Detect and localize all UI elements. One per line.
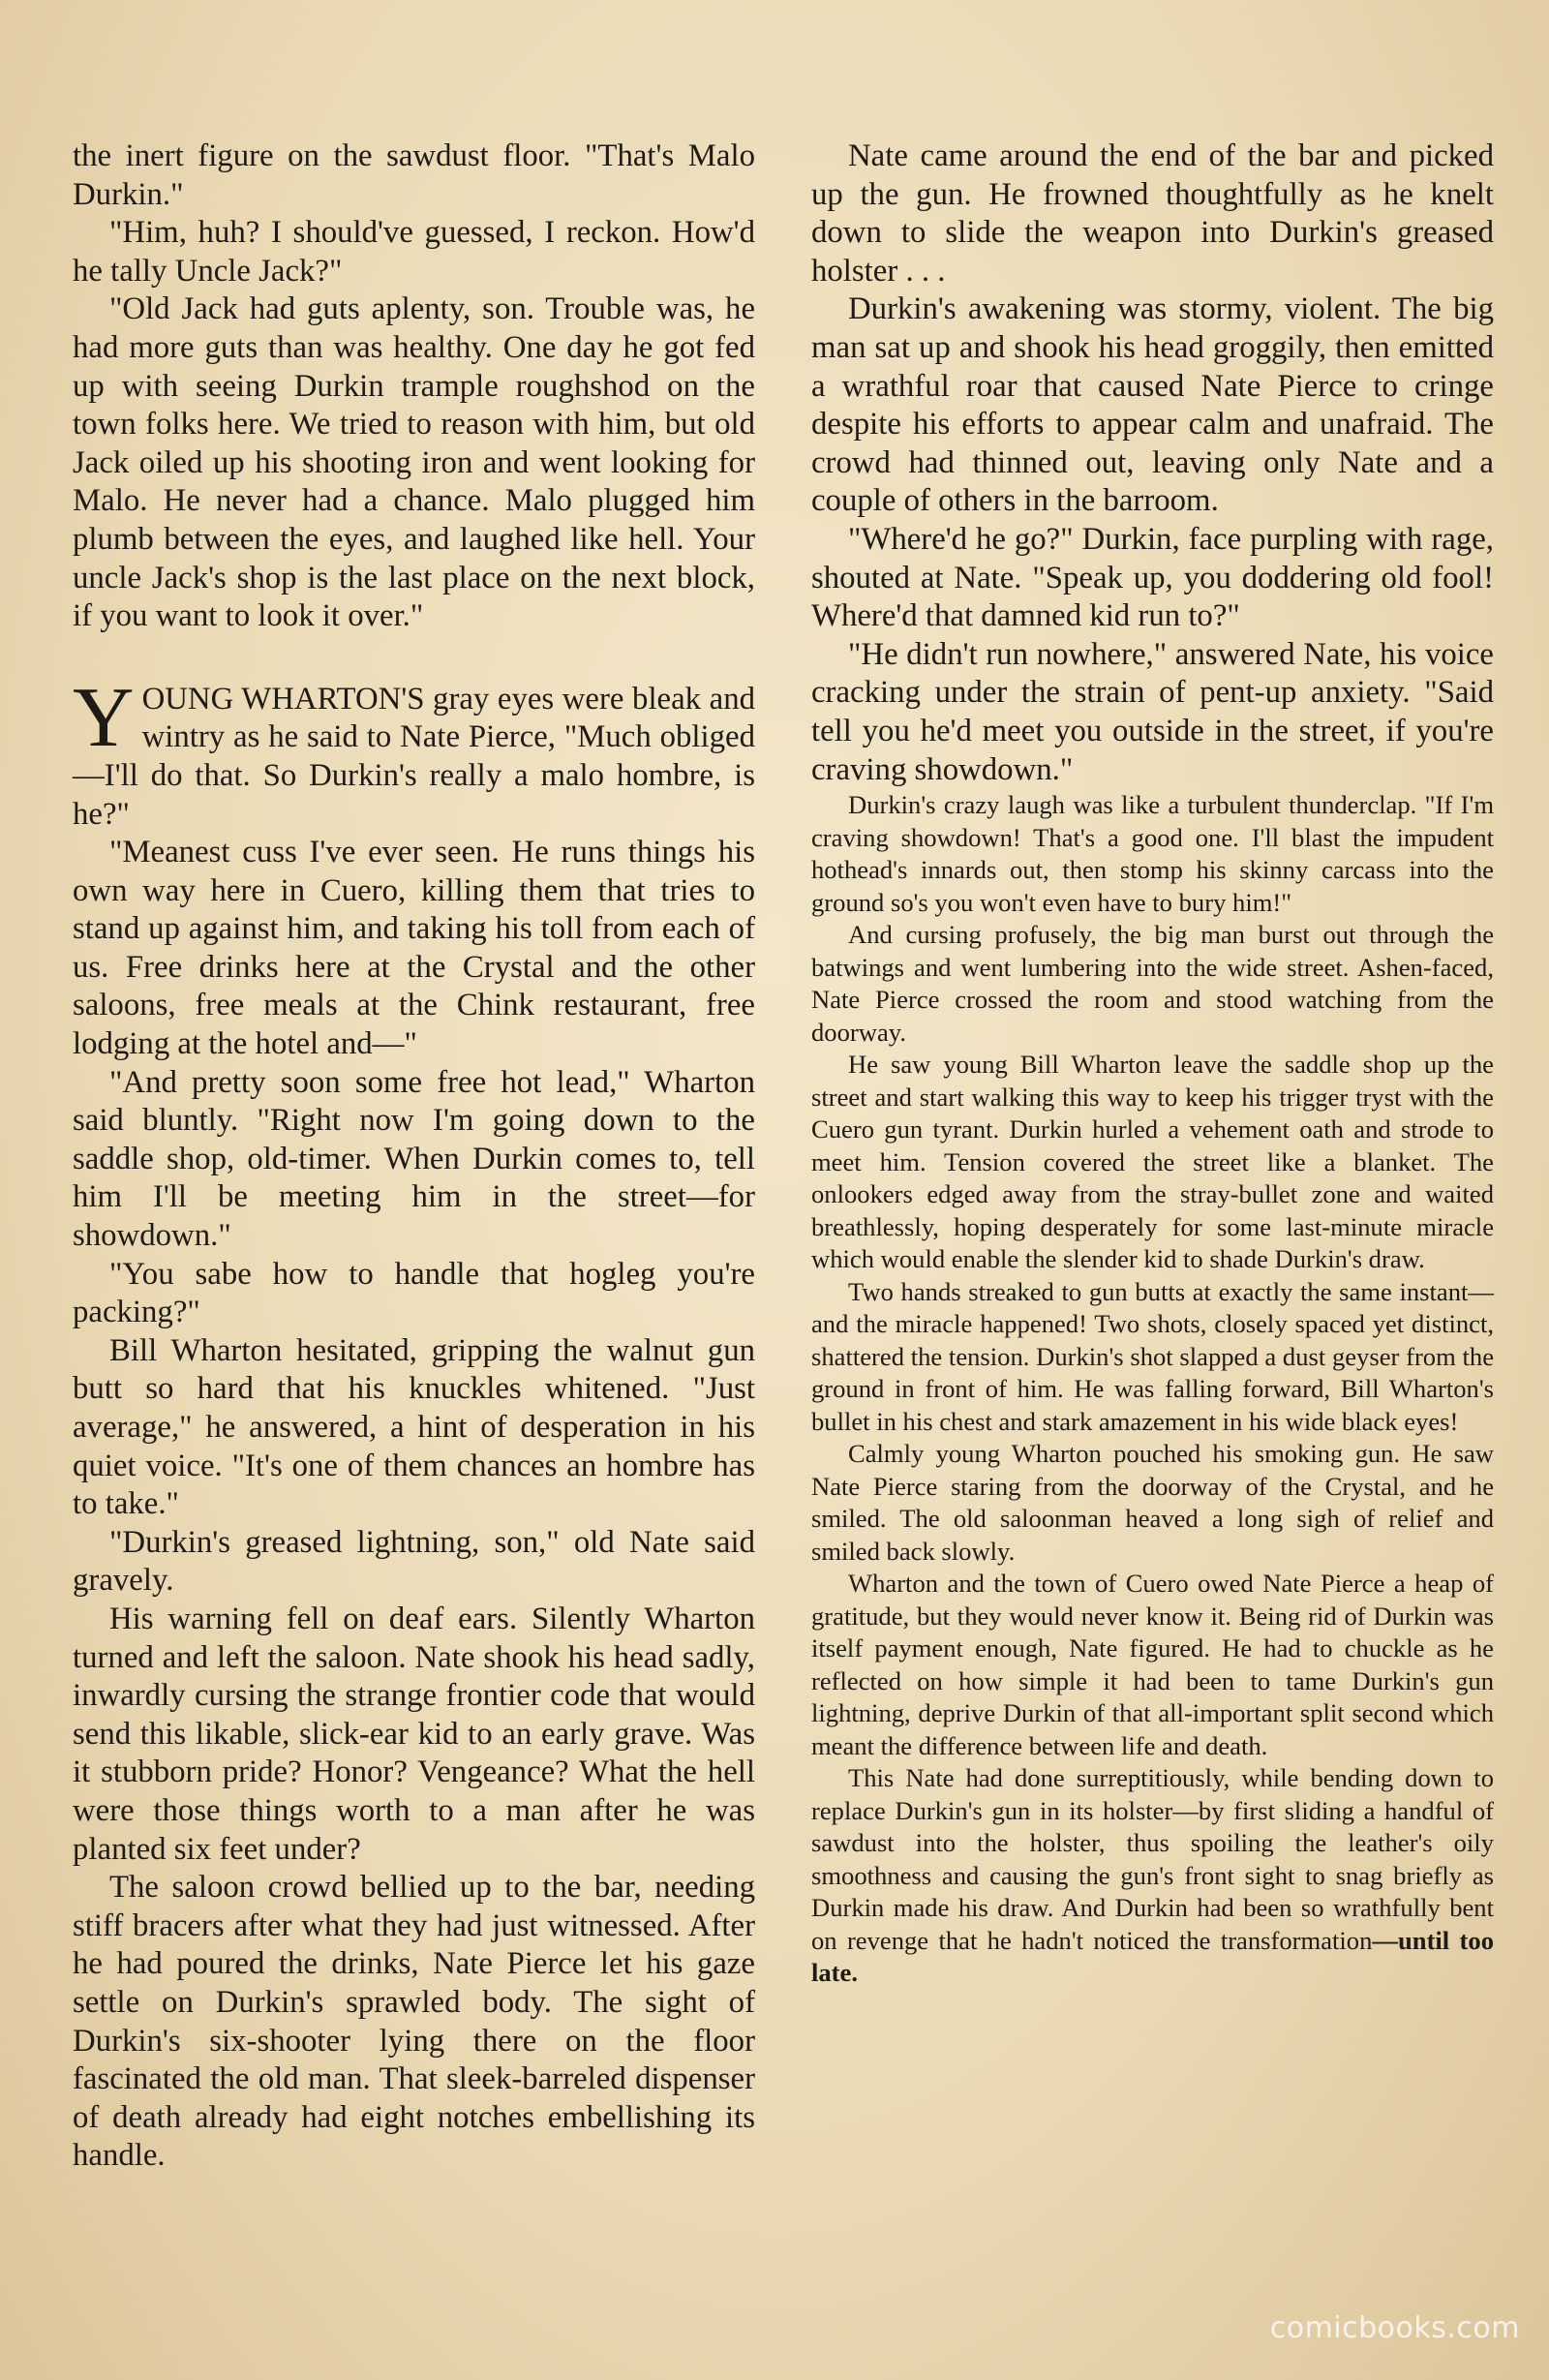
paragraph: "He didn't run nowhere," answered Nate, his voice cracking under the strain of pent-up anxiety. "Said tell you he'd meet you outside in the street, if you're craving showdown." bbox=[811, 636, 1494, 787]
paragraph: The saloon crowd bellied up to the bar, needing stiff bracers after what they had just witnessed. After he had poured the drinks, Nate Pierce let his gaze settle on Durkin's sprawled body. The sight of Durkin's six-shooter lying there on the floor fascinated the old man. That sleek-barreled dispenser of death already had eight notches embellishing its handle. bbox=[73, 1870, 755, 2174]
paragraph: "Durkin's greased lightning, son," old Nate said gravely. bbox=[73, 1524, 755, 1599]
left-column bbox=[73, 137, 755, 2176]
paragraph: "You sabe how to handle that hogleg you're packing?" bbox=[73, 1256, 755, 1330]
paragraph: "Meanest cuss I've ever seen. He runs things his own way here in Cuero, killing them that tries to stand up against him, and taking his toll from each of us. Free drinks here at the Crystal and the other saloons, free meals at the Chink restaurant, free lodging at the hotel and—" bbox=[73, 835, 755, 1062]
right-column-large-text bbox=[811, 137, 1494, 789]
paragraph-text: This Nate had done surreptitiously, while bending down to replace Durkin's gun in its holster—by first sliding a handful of sawdust into the holster, thus spoiling the leather's oily smoothness and causing the gun's front sight to snag briefly as Durkin made his draw. And Durkin had been so wrathfully bent on revenge that he hadn't noticed the transformation bbox=[811, 1763, 1494, 1955]
section-start-paragraph bbox=[73, 670, 755, 834]
paragraph-text: OUNG WHARTON'S gray eyes were bleak and wintry as he said to Nate Pierce, "Much obliged—I'll do that. So Durkin's really a malo hombre, is he?" bbox=[73, 681, 755, 832]
right-column bbox=[811, 137, 1494, 1990]
paragraph: "And pretty soon some free hot lead," Wharton said bluntly. "Right now I'm going down to the saddle shop, old-timer. When Durkin comes to, tell him I'll be meeting him in the street—for showdown." bbox=[73, 1064, 755, 1254]
story-ending: —until too late. bbox=[811, 1925, 1494, 1988]
paragraph: His warning fell on deaf ears. Silently Wharton turned and left the saloon. Nate shook his head sadly, inwardly cursing the strange frontier code that would send this likable, slick-ear kid to an early grave. Was it stubborn pride? Honor? Vengeance? What the hell were those things worth to a man after he was planted six feet under? bbox=[73, 1601, 755, 1867]
watermark: comicbooks.com bbox=[1269, 2311, 1520, 2345]
paragraph: Nate came around the end of the bar and picked up the gun. He frowned thoughtfully as he knelt down to slide the weapon into Durkin's greased holster . . . bbox=[811, 138, 1494, 289]
paragraph: Durkin's crazy laugh was like a turbulent thunderclap. "If I'm craving showdown! That's a good one. I'll blast the impudent hothead's innards out, then stomp his skinny carcass into the ground so's you won't even have to bury him!" bbox=[811, 790, 1494, 917]
paragraph: "Old Jack had guts aplenty, son. Trouble was, he had more guts than was healthy. One day he got fed up with seeing Durkin trample roughshod on the town folks here. We tried to reason with him, but old Jack oiled up his shooting iron and went looking for Malo. He never had a chance. Malo plugged him plumb between the eyes, and laughed like hell. Your uncle Jack's shop is the last place on the next block, if you want to look it over." bbox=[73, 291, 755, 634]
paragraph: Wharton and the town of Cuero owed Nate Pierce a heap of gratitude, but they would never know it. Being rid of Durkin was itself payment enough, Nate figured. He had to chuckle as he reflected on how simple it had been to tame Durkin's gun lightning, deprive Durkin of that all-important split second which meant the difference between life and death. bbox=[811, 1569, 1494, 1760]
paragraph: Bill Wharton hesitated, gripping the walnut gun butt so hard that his knuckles whitened. "Just average," he answered, a hint of desperation in his quiet voice. "It's one of them chances an hombre has to take." bbox=[73, 1332, 755, 1522]
drop-cap: Y bbox=[73, 670, 135, 765]
right-column-small-text bbox=[811, 789, 1494, 1990]
paragraph: And cursing profusely, the big man burst out through the batwings and went lumbering into the wide street. Ashen-faced, Nate Pierce crossed the room and stood watching from the doorway. bbox=[811, 920, 1494, 1047]
paragraph: Durkin's awakening was stormy, violent. The big man sat up and shook his head groggily, then emitted a wrathful roar that caused Nate Pierce to cringe despite his efforts to appear calm and unafraid. The crowd had thinned out, leaving only Nate and a couple of others in the barroom. bbox=[811, 291, 1494, 519]
paragraph: "Him, huh? I should've guessed, I reckon. How'd he tally Uncle Jack?" bbox=[73, 215, 755, 289]
paragraph: Two hands streaked to gun butts at exactly the same instant—and the miracle happened! Two shots, closely spaced yet distinct, shattered the tension. Durkin's shot slapped a dust geyser from the ground in front of him. He was falling forward, Bill Wharton's bullet in his chest and stark amazement in his wide black eyes! bbox=[811, 1276, 1494, 1436]
paragraph bbox=[811, 1762, 1494, 1990]
paragraph: Calmly young Wharton pouched his smoking gun. He saw Nate Pierce staring from the doorway of the Crystal, and he smiled. The old saloonman heaved a long sigh of relief and smiled back slowly. bbox=[811, 1439, 1494, 1566]
paragraph: "Where'd he go?" Durkin, face purpling with rage, shouted at Nate. "Speak up, you doddering old fool! Where'd that damned kid run to?" bbox=[811, 521, 1494, 634]
paragraph: the inert figure on the sawdust floor. "That's Malo Durkin." bbox=[73, 138, 755, 212]
paragraph: He saw young Bill Wharton leave the saddle shop up the street and start walking this way to keep his trigger tryst with the Cuero gun tyrant. Durkin hurled a vehement oath and strode to meet him. Tension covered the street like a blanket. The onlookers edged away from the stray-bullet zone and waited breathlessly, hoping desperately for some last-minute miracle which would enable the slender kid to shade Durkin's draw. bbox=[811, 1050, 1494, 1274]
